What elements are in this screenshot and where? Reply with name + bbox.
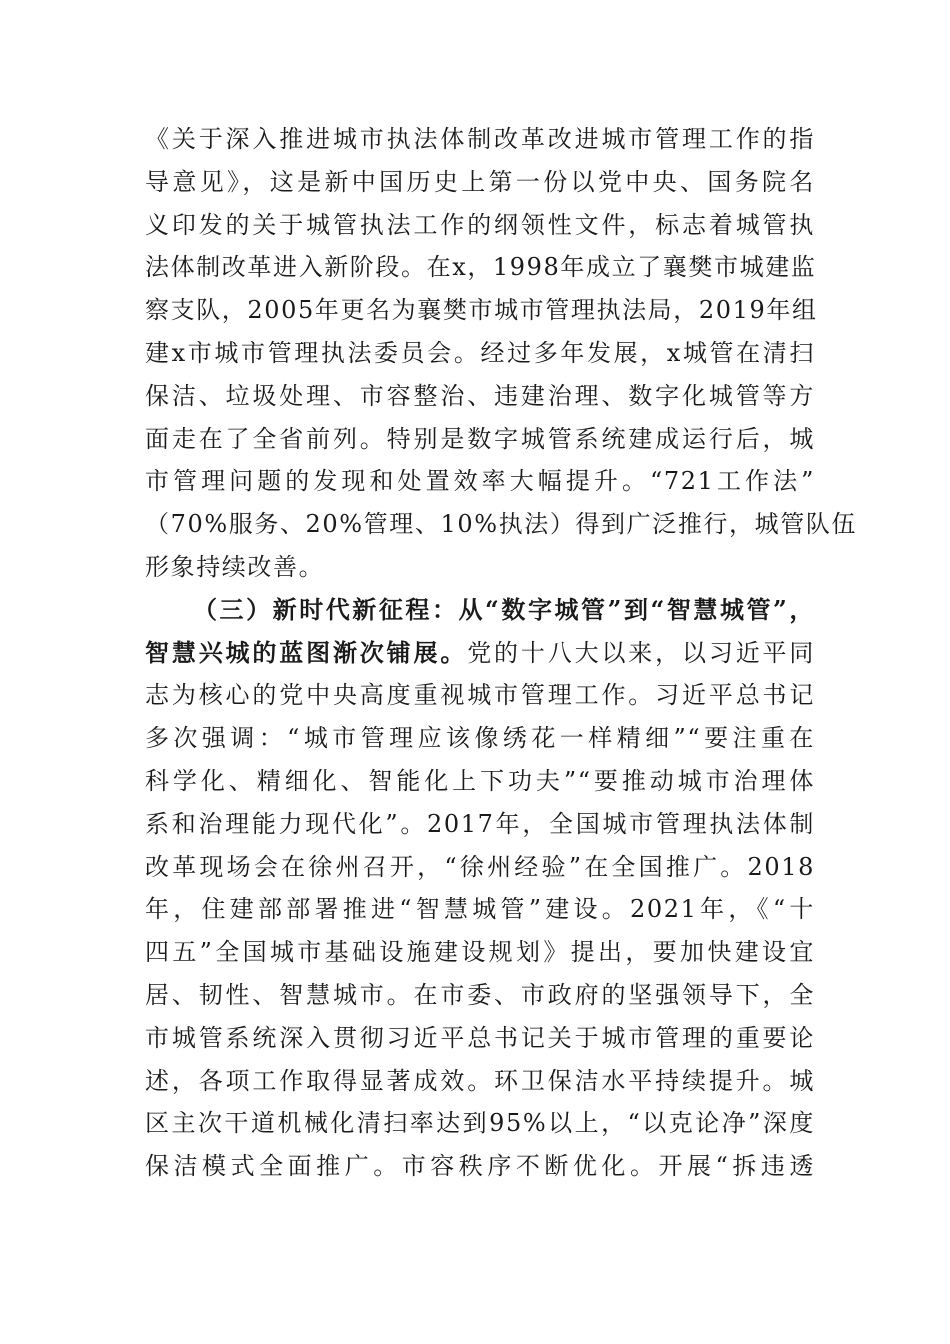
- text-line: 建x市城市管理执法委员会。经过多年发展，x城管在清扫: [145, 338, 815, 367]
- text-line: 四五”全国城市基础设施建设规划》提出，要加快建设宜: [145, 938, 815, 967]
- text-line: 面走在了全省前列。特别是数字城管系统建成运行后，城: [145, 424, 815, 453]
- text-line: 法体制改革进入新阶段。在x，1998年成立了襄樊市城建监: [145, 253, 817, 282]
- section-heading: （三）新时代新征程：从“数字城管”到“智慧城管”，: [193, 594, 815, 624]
- text-line: 保洁、垃圾处理、市容整治、违建治理、数字化城管等方: [145, 381, 815, 410]
- text-line: 察支队，2005年更名为襄樊市城市管理执法局，2019年组: [145, 296, 818, 325]
- section-heading-continuation: 智慧兴城的蓝图渐次铺展。: [145, 637, 468, 667]
- text-line: 改革现场会在徐州召开，“徐州经验”在全国推广。2018: [145, 852, 815, 881]
- text-line: 形象持续改善。: [145, 552, 325, 581]
- text-line: 市管理问题的发现和处置效率大幅提升。“721工作法”: [145, 467, 815, 496]
- text-line: 《关于深入推进城市执法体制改革改进城市管理工作的指: [145, 125, 815, 153]
- paragraph-1: [145, 118, 858, 589]
- text-line: 区主次干道机械化清扫率达到95%以上，“以克论净”深度: [145, 1109, 815, 1138]
- text-line: 保洁模式全面推广。市容秩序不断优化。开展“拆违透: [145, 1152, 815, 1181]
- text-run: 党的十八大以来，以习近平同: [467, 638, 815, 667]
- paragraph-2: [145, 589, 815, 1188]
- text-line: [145, 632, 815, 675]
- text-line: 科学化、精细化、智能化上下功夫”“要推动城市治理体: [145, 766, 815, 795]
- text-line: 志为核心的党中央高度重视城市管理工作。习近平总书记: [145, 681, 815, 710]
- text-line: 导意见》，这是新中国历史上第一份以党中央、国务院名: [145, 167, 815, 196]
- text-line: 多次强调：“城市管理应该像绣花一样精细”“要注重在: [145, 724, 815, 753]
- text-line: （70%服务、20%管理、10%执法）得到广泛推行，城管队伍: [145, 510, 858, 539]
- text-line: 系和治理能力现代化”。2017年，全国城市管理执法体制: [145, 809, 815, 838]
- text-line: 述，各项工作取得显著成效。环卫保洁水平持续提升。城: [145, 1066, 815, 1095]
- text-line: 义印发的关于城管执法工作的纲领性文件，标志着城管执: [145, 210, 815, 239]
- text-line: 年，住建部部署推进“智慧城管”建设。2021年，《“十: [145, 895, 815, 924]
- text-line: 居、韧性、智慧城市。在市委、市政府的坚强领导下，全: [145, 980, 815, 1009]
- body-text: [145, 118, 858, 1188]
- text-line: 市城管系统深入贯彻习近平总书记关于城市管理的重要论: [145, 1023, 815, 1052]
